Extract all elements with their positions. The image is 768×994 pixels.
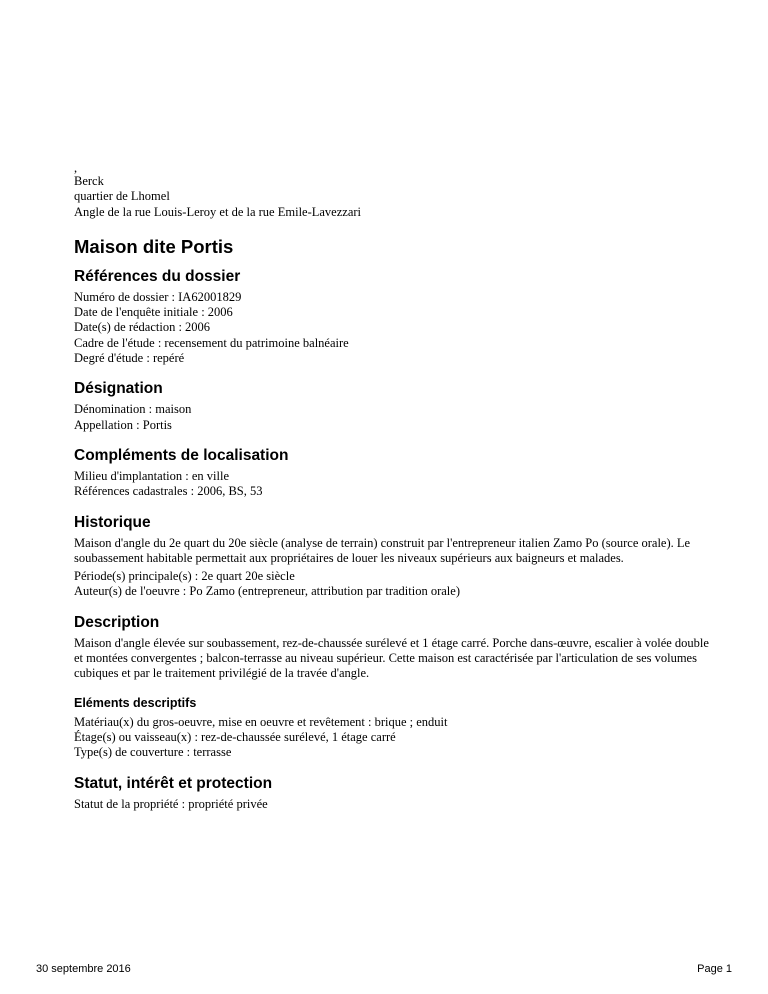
address-comma: , — [74, 161, 78, 175]
references-heading: Références du dossier — [74, 267, 241, 285]
section-historique — [74, 514, 714, 600]
localisation-line: Milieu d'implantation : en ville — [74, 468, 230, 483]
reference-line: Date(s) de rédaction : 2006 — [74, 320, 211, 335]
designation-line: Appellation : Portis — [74, 417, 172, 432]
historique-paragraph: Maison d'angle du 2e quart du 20e siècle (analyse de terrain) construit par l'entrepreneur italien Zamo Po (source orale). Le soubassement habitable permettait aux propriétaires de louer les niveaux supérieurs aux baigneurs et malades. — [74, 535, 691, 565]
quartier: quartier de Lhomel — [74, 189, 170, 204]
address-block — [74, 162, 714, 220]
description-line: Étage(s) ou vaisseau(x) : rez-de-chaussée surélevé, 1 étage carré — [74, 729, 396, 744]
historique-line: Auteur(s) de l'oeuvre : Po Zamo (entrepreneur, attribution par tradition orale) — [74, 584, 460, 599]
section-designation — [74, 380, 714, 433]
statut-heading: Statut, intérêt et protection — [74, 774, 273, 792]
localisation-line: Références cadastrales : 2006, BS, 53 — [74, 484, 263, 499]
reference-line: Date de l'enquête initiale : 2006 — [74, 305, 233, 320]
description-paragraph: Maison d'angle élevée sur soubassement, rez-de-chaussée surélevé et 1 étage carré. Porche dans-œuvre, escalier à volée double et montées convergentes ; balcon-terrasse au niveau supérieur. Cette maison est caractérisée par l'articulation de ses volumes cubiques et par le traitement privilégié de la travée d'angle. — [74, 635, 709, 681]
reference-line: Degré d'étude : repéré — [74, 351, 185, 366]
reference-line: Numéro de dossier : IA62001829 — [74, 289, 242, 304]
elements-descriptifs-heading: Eléments descriptifs — [74, 695, 197, 710]
document-page — [74, 162, 714, 826]
footer-page-number: Page 1 — [697, 963, 732, 975]
section-statut — [74, 775, 714, 812]
section-references — [74, 268, 714, 366]
description-line: Matériau(x) du gros-oeuvre, mise en oeuvre et revêtement : brique ; enduit — [74, 714, 448, 729]
footer-date: 30 septembre 2016 — [36, 963, 131, 975]
section-localisation — [74, 447, 714, 500]
historique-line: Période(s) principale(s) : 2e quart 20e siècle — [74, 569, 295, 584]
adresse: Angle de la rue Louis-Leroy et de la rue Emile-Lavezzari — [74, 204, 362, 219]
statut-line: Statut de la propriété : propriété privée — [74, 796, 268, 811]
reference-line: Cadre de l'étude : recensement du patrimoine balnéaire — [74, 335, 349, 350]
section-description — [74, 614, 714, 761]
document-title: Maison dite Portis — [74, 235, 234, 257]
designation-line: Dénomination : maison — [74, 402, 192, 417]
historique-heading: Historique — [74, 513, 151, 531]
localisation-heading: Compléments de localisation — [74, 446, 289, 464]
description-line: Type(s) de couverture : terrasse — [74, 745, 232, 760]
description-heading: Description — [74, 613, 160, 631]
commune: Berck — [74, 174, 104, 188]
designation-heading: Désignation — [74, 380, 163, 398]
